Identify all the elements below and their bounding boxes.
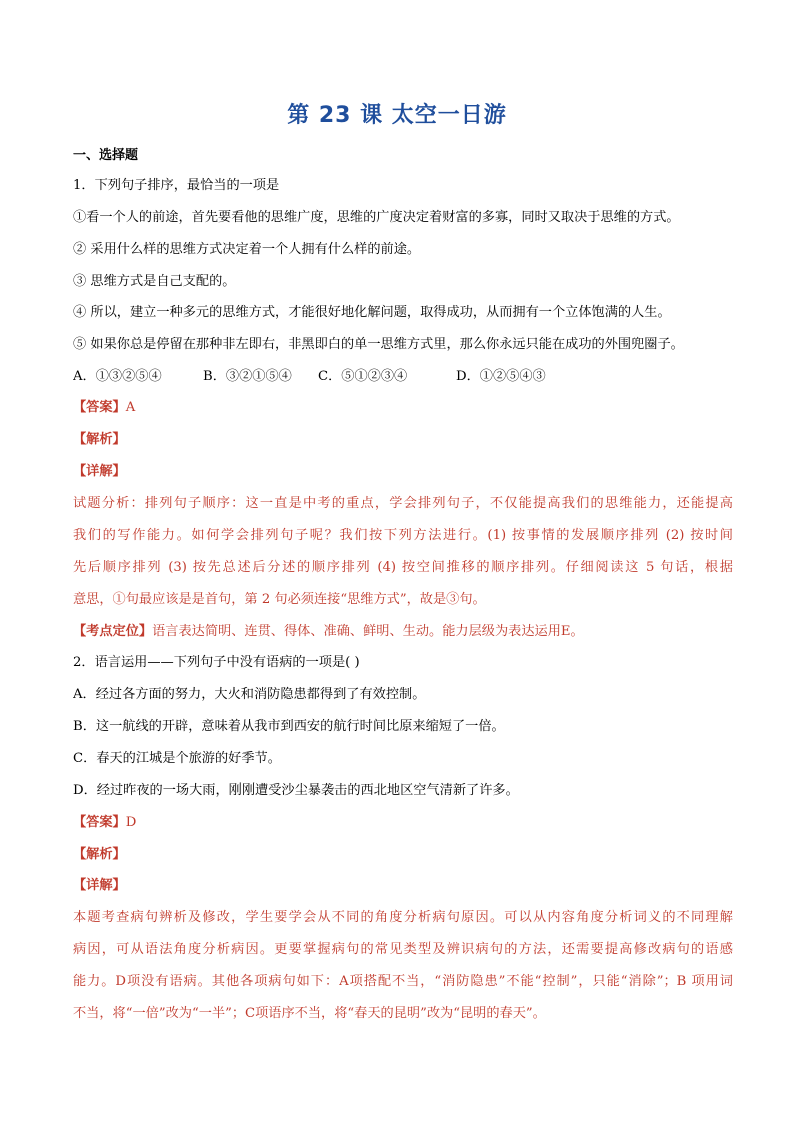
option-a: A．①③②⑤④ [73, 369, 162, 384]
answer-2 [73, 813, 733, 833]
question-1-stem: 1．下列句子排序，最恰当的一项是 [73, 178, 280, 193]
answer-label: 【答案】 [73, 400, 126, 415]
sentence-1: ①看一个人的前途，首先要看他的思维广度，思维的广度决定着财富的多寡，同时又取决于思维的方式。 [73, 210, 680, 225]
explanation-line: 不当，将“一倍”改为“一半”；C项语序不当，将“春天的昆明”改为“昆明的春天”。 [73, 1006, 546, 1021]
question-1-options [73, 367, 733, 387]
option-a: A．经过各方面的努力，大火和消防隐患都得到了有效控制。 [73, 687, 426, 702]
answer-value: D [125, 815, 137, 830]
option-b: B．这一航线的开辟，意味着从我市到西安的航行时间比原来缩短了一倍。 [73, 719, 505, 734]
section-heading: 一、选择题 [73, 148, 139, 163]
exam-point-label: 【考点定位】 [73, 624, 153, 639]
explanation-line: 病因，可从语法角度分析病因。更要掌握病句的常见类型及辨识病句的方法，还需要提高修改病句的语感 [73, 942, 733, 957]
answer-label: 【答案】 [73, 815, 126, 830]
option-d: D．经过昨夜的一场大雨，刚刚遭受沙尘暴袭击的西北地区空气清新了许多。 [73, 783, 519, 798]
answer-value: A [125, 400, 136, 415]
analysis-label: 【解析】 [73, 847, 126, 862]
exam-point [73, 622, 733, 642]
analysis-label: 【解析】 [73, 432, 126, 447]
exam-point-text: 语言表达简明、连贯、得体、准确、鲜明、生动。能力层级为表达运用E。 [152, 624, 584, 639]
explanation-line: 先后顺序排列 (3) 按先总述后分述的顺序排列 (4) 按空间推移的顺序排列。仔细阅读这 5 句话，根据 [73, 560, 733, 575]
explanation-line: 意思，①句最应该是是首句，第 2 句必须连接“思维方式”，故是③句。 [73, 592, 486, 607]
option-d: D．①②⑤④③ [456, 369, 546, 384]
sentence-5: ⑤ 如果你总是停留在那种非左即右，非黑即白的单一思维方式里，那么你永远只能在成功的外围兜圈子。 [73, 337, 684, 352]
option-c: C．春天的江城是个旅游的好季节。 [73, 751, 281, 766]
detail-label: 【详解】 [73, 464, 126, 479]
detail-label: 【详解】 [73, 878, 126, 893]
explanation-line: 本题考查病句辨析及修改，学生要学会从不同的角度分析病句原因。可以从内容角度分析词义的不同理解 [73, 910, 733, 925]
sentence-2: ② 采用什么样的思维方式决定着一个人拥有什么样的前途。 [73, 242, 421, 257]
answer-1 [73, 398, 733, 418]
page-title: 第 23 课 太空一日游 [287, 103, 507, 128]
option-c: C．⑤①②③④ [318, 369, 408, 384]
explanation-line: 我们的写作能力。如何学会排列句子呢？我们按下列方法进行。(1) 按事情的发展顺序排列 (2) 按时间 [73, 528, 733, 543]
option-b: B．③②①⑤④ [203, 369, 292, 384]
explanation-line: 试题分析：排列句子顺序：这一直是中考的重点，学会排列句子，不仅能提高我们的思维能力，还能提高 [73, 496, 733, 511]
sentence-3: ③ 思维方式是自己支配的。 [73, 274, 236, 289]
question-2-stem: 2．语言运用——下列句子中没有语病的一项是( ) [73, 655, 360, 670]
sentence-4: ④ 所以，建立一种多元的思维方式，才能很好地化解问题，取得成功，从而拥有一个立体饱满的人生。 [73, 305, 671, 320]
explanation-line: 能力。D项没有语病。其他各项病句如下：A项搭配不当，“消防隐患”不能“控制”，只能“消除”；B 项用词 [73, 974, 733, 989]
